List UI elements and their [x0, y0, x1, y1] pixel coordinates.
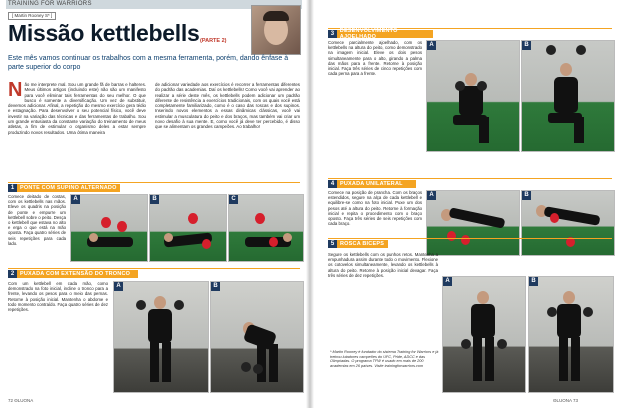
photo-label: B: [211, 282, 220, 291]
exercise-3-banner: [328, 30, 433, 38]
exercise-1-photo-c: [228, 194, 304, 262]
exercise-title: DESENVOLVIMENTO AJOELHADO: [339, 28, 398, 40]
exercise-2-banner: [8, 270, 138, 278]
photo-label: A: [71, 195, 80, 204]
article-part: (PARTE 2): [200, 38, 227, 44]
photo-label: C: [229, 195, 238, 204]
exercise-2-photo-a: [113, 281, 209, 393]
photo-label: B: [522, 191, 531, 200]
article-lede: Este mês vamos continuar os trabalhos com a mesma ferramenta, porém, dando ênfase à parte superior do corpo: [8, 55, 289, 71]
intro-text-1: ão me interprete mal. Sou um grande fã de barras e halteres. Meus últimos artigos (incluindo este) não são um manifesto para você eliminar tais ferramentas do seu melhor. O que busco é somente a diversificação. Um vez de substituir, devemos adicionar. Afinal, a repetição do mesmo exercício gera tédio e estagnação. Para desenvolver o seu potencial físico, você deve investir na variação das técnicas e das ferramentas de trabalho. Sou um grande entusiasta da constante variação do treinamento de meus atletas, a fim de estimular o organismo deles a estar sempre produzindo novos resultados. Uma ótima maneira: [8, 82, 146, 135]
exercise-1-photo-b: [149, 194, 227, 262]
exercise-number: 3: [328, 30, 337, 38]
drop-cap: N: [8, 79, 23, 101]
exercise-3-photo-b: [521, 40, 615, 152]
exercise-number: 1: [8, 184, 17, 192]
exercise-title: PUXADA UNILATERAL: [340, 181, 403, 187]
photo-label: A: [114, 282, 123, 291]
article-title: Missão kettlebells: [8, 20, 200, 46]
exercise-title: PUXADA COM EXTENSÃO DO TRONCO: [20, 271, 131, 277]
exercise-3-text: Comece parcialmente ajoelhado, com os kettlebells na altura do peito, como demonstrado na imagem inicial. Eleve os dois pesos simultaneamente para o alto, girando a palma das mãos para a frente. Retorne à posição inicial. Faça três séries de cinco repetições com cada perna para a frente.: [328, 40, 422, 77]
exercise-4-photo-a: [426, 190, 520, 256]
exercise-5-banner: [328, 240, 388, 248]
exercise-4-photo-b: [521, 190, 615, 256]
exercise-4-banner: [328, 180, 416, 188]
divider: [8, 182, 300, 183]
exercise-4-text: Comece na posição de prancha. Com os braços estendidos, segure na alça de cada kettlebell e equilibre-se como na foto inicial. Puxe um dos pesos até a altura do peito. Retorne à formação inicial e repita o procedimento com o braço oposto. Faça três séries de seis repetições com cada braço.: [328, 190, 422, 227]
photo-label: A: [427, 41, 436, 50]
divider: [328, 238, 612, 239]
photo-label: B: [522, 41, 531, 50]
exercise-2-text: Com um kettlebell em cada mão, como demonstrado na foto inicial, incline o tronco para a frente, levando os pesos para o meio das pernas. Retorne à posição inicial. Mantenha o abdome e todo momento contraído. Faça quatro séries de dez repetições.: [8, 281, 108, 313]
exercise-title: PONTE COM SUPINO ALTERNADO: [20, 185, 117, 191]
exercise-5-photo-b: [528, 276, 614, 393]
page-number-right: ΘLUONΑ 73: [553, 398, 579, 403]
exercise-number: 5: [328, 240, 337, 248]
exercise-1-banner: [8, 184, 120, 192]
photo-label: A: [427, 191, 436, 200]
exercise-title: ROSCA BICEPS: [340, 241, 385, 247]
photo-label: A: [443, 277, 452, 286]
left-page: [0, 0, 309, 408]
author-bio: * Martin Rooney é fundador do sistema Training for Warriors e já treinou lutadores campeões do UFC, Pride, ADCC e das Olimpíadas. O programa TFW é usado em mais de 200 academias em 26 países. Visite trainingforwarriors.com: [330, 350, 439, 368]
exercise-5-text: Segure os kettlebells com os punhos retos. Mantenha a empunhadura assim durante todo o movimento. Flexione os cotovelos simultaneamente, levando os kettlebells à altura do peito. Retorne à posição inicial devagar. Faça três séries de dez repetições.: [328, 252, 438, 278]
intro-column-2: de adicionar variedade aos exercícios é recorrer a ferramentas diferentes do padrão das academias. Daí os kettlebells! Como você vai aprender ao realizar a série deste mês, os kettlebells podem adicionar um padrão diferente de resistência a exercícios tradicionais, com os quais você está completamente familiarizado, como é o caso das roscas e dos supinos. Inserindo novos elementos a essas dinâmicas clássicas, você vai estimular a musculatura do peito e dos braços, mas também vai criar um novo desafio à sua mente. E, como você já deve ter percebido, é disso que se alimentam os grandes campeões. Ao trabalho!: [155, 82, 300, 130]
intro-column-1: [8, 79, 146, 152]
exercise-5-photo-a: [442, 276, 526, 393]
photo-label: B: [150, 195, 159, 204]
divider: [8, 268, 300, 269]
author-photo: [251, 5, 301, 55]
exercise-number: 2: [8, 270, 17, 278]
author-tag: [ Martin Rooney S* ]: [8, 12, 56, 20]
page-number-left: 72 ΘLUONΑ: [8, 398, 34, 403]
section-label: TRAINING FOR WARRIORS: [8, 1, 92, 7]
exercise-1-text: Comece deitado de costas, com os kettlebells nas mãos. Eleve os quadris na posição de ponte e empurre um kettlebell sobre o peito. Desça o kettlebell que estava no alto e erga o que está na mão oposta. Faça quatro séries de seis repetições para cada lado.: [8, 194, 66, 246]
exercise-number: 4: [328, 180, 337, 188]
spine-gutter: [306, 0, 314, 408]
exercise-3-photo-a: [426, 40, 520, 152]
exercise-1-photo-a: [70, 194, 148, 262]
photo-label: B: [529, 277, 538, 286]
divider: [328, 178, 612, 179]
exercise-2-photo-b: [210, 281, 304, 393]
